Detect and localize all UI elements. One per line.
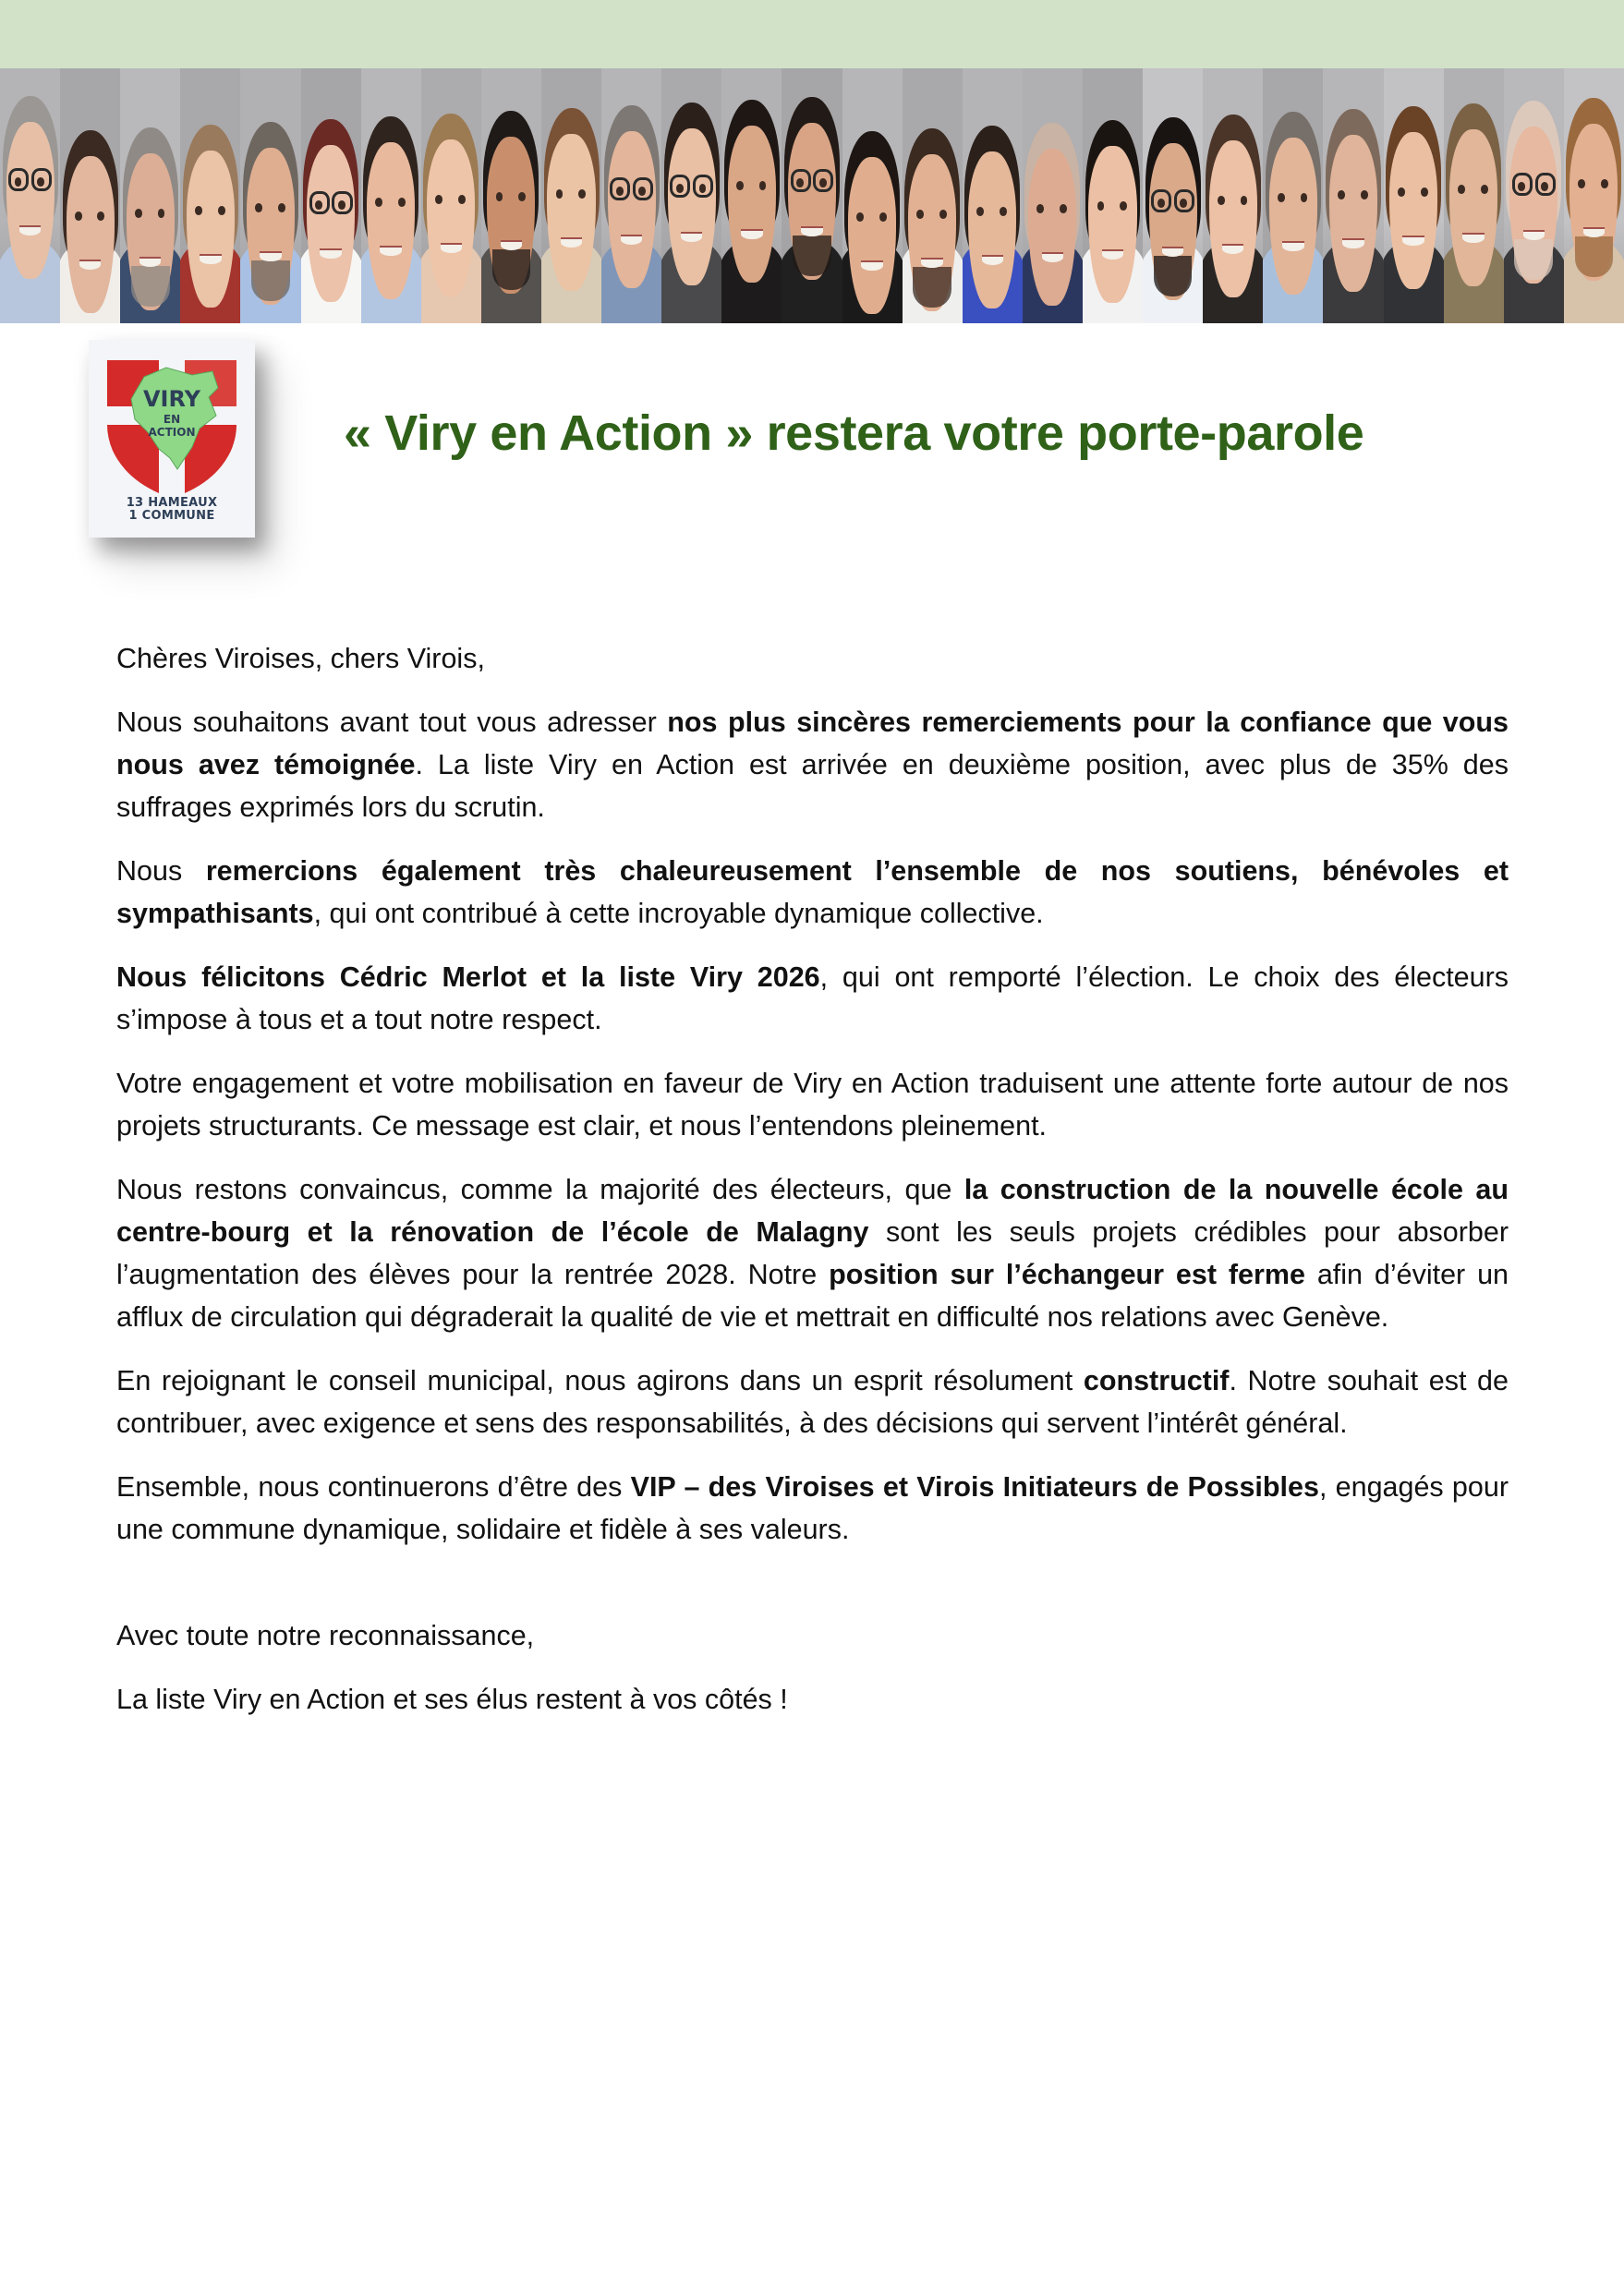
member-portrait (1023, 68, 1083, 323)
svg-text:VIRY: VIRY (142, 386, 201, 412)
paragraph-2 (116, 850, 1509, 935)
paragraph-4 (116, 1062, 1509, 1147)
member-portrait (903, 68, 963, 323)
body-text: Nous restons convaincus, comme la majorité des électeurs, que (116, 1174, 964, 1205)
member-portrait (1564, 68, 1624, 323)
member-portrait (782, 68, 842, 323)
member-portrait (361, 68, 421, 323)
body-text: , qui ont remporté l’élection. Le choix des électeurs s’impose à tous et a tout notre respect. (116, 961, 1509, 1035)
body-text: , engagés pour une commune dynamique, solidaire et fidèle à ses valeurs. (116, 1471, 1509, 1545)
viry-en-action-logo (89, 340, 255, 538)
letter-paragraphs (116, 701, 1509, 1551)
emphasis-text: position sur l’échangeur est ferme (829, 1259, 1305, 1290)
member-portrait (1444, 68, 1504, 323)
header-band (0, 0, 1624, 68)
member-portrait (1203, 68, 1263, 323)
paragraph-7 (116, 1466, 1509, 1551)
emphasis-text: Nous félicitons Cédric Merlot et la liste Viry 2026 (116, 961, 820, 993)
members-photo-strip (0, 68, 1624, 323)
member-portrait (240, 68, 300, 323)
member-portrait (421, 68, 481, 323)
svg-text:ACTION: ACTION (148, 426, 196, 439)
emphasis-text: la construction de la nouvelle école au centre-bourg et la rénovation de l’école de Malagny (116, 1174, 1509, 1248)
member-portrait (120, 68, 180, 323)
body-text: , qui ont contribué à cette incroyable dynamique collective. (313, 898, 1044, 929)
member-portrait (661, 68, 721, 323)
page-title: « Viry en Action » restera votre porte-parole (344, 405, 1364, 461)
member-portrait (1263, 68, 1323, 323)
body-text: sont les seuls projets crédibles pour absorber l’augmentation des élèves pour la rentrée 2028. Notre (116, 1216, 1509, 1290)
paragraph-6 (116, 1359, 1509, 1444)
member-portrait (1143, 68, 1203, 323)
body-text: . Notre souhait est de contribuer, avec exigence et sens des responsabilités, à des décisions qui servent l’intérêt général. (116, 1365, 1509, 1439)
greeting: Chères Viroises, chers Virois, (116, 643, 485, 674)
logo-caption-line2: 1 COMMUNE (128, 509, 215, 523)
body-text: afin d’éviter un afflux de circulation qui dégraderait la qualité de vie et mettrait en difficulté nos relations avec Genève. (116, 1259, 1509, 1333)
emphasis-text: VIP – des Viroises et Virois Initiateurs de Possibles (630, 1471, 1319, 1503)
closing: Avec toute notre reconnaissance, (116, 1620, 535, 1651)
body-text: Nous souhaitons avant tout vous adresser (116, 707, 668, 738)
emphasis-text: nos plus sincères remerciements pour la confiance que vous nous avez témoignée (116, 707, 1509, 780)
member-portrait (601, 68, 661, 323)
member-portrait (842, 68, 903, 323)
letter-body (116, 637, 1509, 1742)
member-portrait (541, 68, 601, 323)
member-portrait (180, 68, 240, 323)
logo-caption-line1: 13 HAMEAUX (126, 496, 218, 510)
member-portrait (0, 68, 60, 323)
member-portrait (481, 68, 541, 323)
paragraph-5 (116, 1168, 1509, 1338)
member-portrait (1504, 68, 1564, 323)
body-text: Ensemble, nous continuerons d’être des (116, 1471, 631, 1503)
member-portrait (1323, 68, 1383, 323)
svg-text:EN: EN (163, 413, 181, 426)
paragraph-3 (116, 956, 1509, 1041)
body-text: En rejoignant le conseil municipal, nous agirons dans un esprit résolument (116, 1365, 1084, 1396)
body-text: Votre engagement et votre mobilisation en faveur de Viry en Action traduisent une attente forte autour de nos projets structurants. Ce message est clair, et nous l’entendons pleinement. (116, 1068, 1509, 1142)
member-portrait (1083, 68, 1143, 323)
emphasis-text: constructif (1083, 1365, 1230, 1396)
member-portrait (721, 68, 782, 323)
spacer (116, 1572, 1509, 1614)
body-text: . La liste Viry en Action est arrivée en deuxième position, avec plus de 35% des suffrages exprimés lors du scrutin. (116, 749, 1509, 823)
member-portrait (1384, 68, 1444, 323)
member-portrait (301, 68, 361, 323)
emphasis-text: remercions également très chaleureusement l’ensemble de nos soutiens, bénévoles et sympathisants (116, 855, 1509, 929)
body-text: Nous (116, 855, 206, 887)
paragraph-1 (116, 701, 1509, 828)
member-portrait (963, 68, 1023, 323)
signature: La liste Viry en Action et ses élus restent à vos côtés ! (116, 1684, 788, 1715)
member-portrait (60, 68, 120, 323)
